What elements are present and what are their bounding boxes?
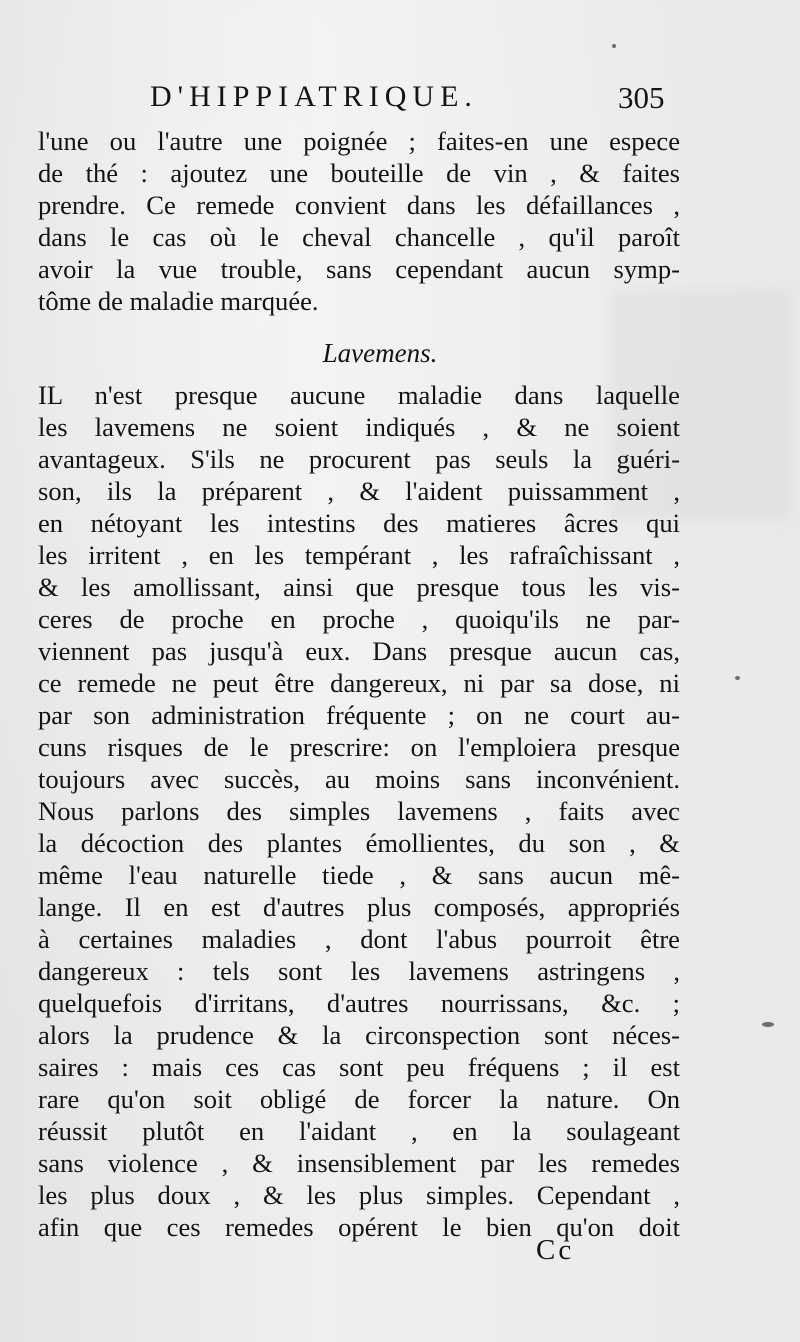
section-heading <box>0 338 800 370</box>
text-line: lange. Il en est d'autres plus composés, appropriés <box>38 892 680 922</box>
text-line: & les amollissant, ainsi que presque tous les vis- <box>38 572 680 602</box>
text-line: rare qu'on soit obligé de forcer la nature. On <box>38 1084 680 1114</box>
text-line: de thé : ajoutez une bouteille de vin , & faites <box>38 158 680 188</box>
section-heading-text: Lavemens. <box>322 338 438 368</box>
text-line: afin que ces remedes opérent le bien qu'on doit <box>38 1212 680 1242</box>
text-line: tôme de maladie marquée. <box>38 286 319 316</box>
text-line: par son administration fréquente ; on ne court au- <box>38 700 680 730</box>
signature-mark: Cc <box>536 1234 575 1266</box>
text-line: l'une ou l'autre une poignée ; faites-en une espece <box>38 126 680 156</box>
running-head-title: D'HIPPIATRIQUE. <box>150 80 478 113</box>
text-line: sans violence , & insensiblement par les remedes <box>38 1148 680 1178</box>
text-line: alors la prudence & la circonspection sont néces- <box>38 1020 680 1050</box>
text-line: dans le cas où le cheval chancelle , qu'il paroît <box>38 222 680 252</box>
text-line: saires : mais ces cas sont peu fréquens ; il est <box>38 1052 680 1082</box>
text-line: toujours avec succès, au moins sans inconvénient. <box>38 764 680 794</box>
text-line: ce remede ne peut être dangereux, ni par sa dose, ni <box>38 668 680 698</box>
text-line: les lavemens ne soient indiqués , & ne soient <box>38 412 680 442</box>
text-line: les irritent , en les tempérant , les rafraîchissant , <box>38 540 680 570</box>
text-line: prendre. Ce remede convient dans les défaillances , <box>38 190 680 220</box>
text-line: à certaines maladies , dont l'abus pourroit être <box>38 924 680 954</box>
text-line: même l'eau naturelle tiede , & sans aucun mê- <box>38 860 680 890</box>
page-number: 305 <box>618 80 665 115</box>
text-line: dangereux : tels sont les lavemens astringens , <box>38 956 680 986</box>
text-line: son, ils la préparent , & l'aident puissamment , <box>38 476 680 506</box>
text-line: cuns risques de le prescrire: on l'emploiera presque <box>38 732 680 762</box>
text-line: quelquefois d'irritans, d'autres nourrissans, &c. ; <box>38 988 680 1018</box>
text-line: Nous parlons des simples lavemens , faits avec <box>38 796 680 826</box>
ink-speck <box>762 1022 774 1027</box>
text-line: les plus doux , & les plus simples. Cependant , <box>38 1180 680 1210</box>
text-line: la décoction des plantes émollientes, du son , & <box>38 828 680 858</box>
running-head <box>0 74 800 124</box>
ink-speck <box>735 676 740 680</box>
text-line: en nétoyant les intestins des matieres âcres qui <box>38 508 680 538</box>
text-line: avantageux. S'ils ne procurent pas seuls la guéri- <box>38 444 680 474</box>
text-line: viennent pas jusqu'à eux. Dans presque aucun cas, <box>38 636 680 666</box>
text-line: IL n'est presque aucune maladie dans laquelle <box>38 380 680 410</box>
text-line: réussit plutôt en l'aidant , en la soulageant <box>38 1116 680 1146</box>
text-line: ceres de proche en proche , quoiqu'ils ne par- <box>38 604 680 634</box>
text-line: avoir la vue trouble, sans cependant aucun symp- <box>38 254 680 284</box>
ink-speck <box>612 44 616 48</box>
